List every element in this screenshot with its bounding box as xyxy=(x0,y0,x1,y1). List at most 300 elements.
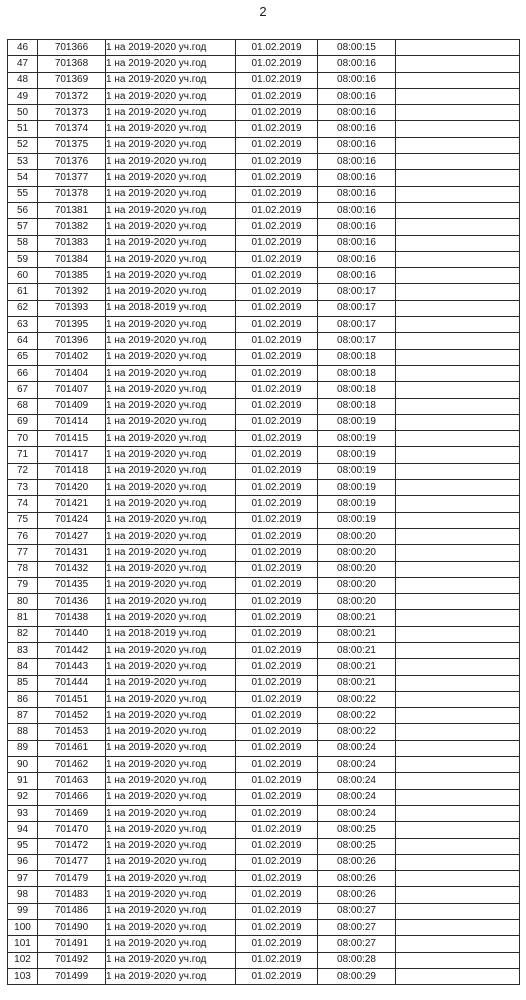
table-row xyxy=(8,838,520,854)
time-cell: 08:00:17 xyxy=(318,284,396,300)
record-id-cell: 701384 xyxy=(38,251,106,267)
table-row xyxy=(8,561,520,577)
date-cell: 01.02.2019 xyxy=(236,40,318,56)
record-id-cell: 701435 xyxy=(38,577,106,593)
date-cell: 01.02.2019 xyxy=(236,626,318,642)
blank-cell xyxy=(396,887,520,903)
row-number-cell: 87 xyxy=(8,708,38,724)
record-id-cell: 701374 xyxy=(38,121,106,137)
record-id-cell: 701373 xyxy=(38,105,106,121)
time-cell: 08:00:17 xyxy=(318,300,396,316)
table-row xyxy=(8,154,520,170)
date-cell: 01.02.2019 xyxy=(236,105,318,121)
table-row xyxy=(8,968,520,984)
date-cell: 01.02.2019 xyxy=(236,496,318,512)
record-id-cell: 701461 xyxy=(38,740,106,756)
term-cell: 1 на 2019-2020 уч.год xyxy=(106,708,236,724)
time-cell: 08:00:20 xyxy=(318,594,396,610)
row-number-cell: 81 xyxy=(8,610,38,626)
term-cell: 1 на 2019-2020 уч.год xyxy=(106,805,236,821)
date-cell: 01.02.2019 xyxy=(236,561,318,577)
term-cell: 1 на 2019-2020 уч.год xyxy=(106,642,236,658)
term-cell: 1 на 2019-2020 уч.год xyxy=(106,186,236,202)
term-cell: 1 на 2019-2020 уч.год xyxy=(106,594,236,610)
table-row xyxy=(8,398,520,414)
row-number-cell: 94 xyxy=(8,822,38,838)
time-cell: 08:00:19 xyxy=(318,496,396,512)
date-cell: 01.02.2019 xyxy=(236,349,318,365)
term-cell: 1 на 2019-2020 уч.год xyxy=(106,789,236,805)
blank-cell xyxy=(396,219,520,235)
blank-cell xyxy=(396,594,520,610)
date-cell: 01.02.2019 xyxy=(236,708,318,724)
table-row xyxy=(8,691,520,707)
blank-cell xyxy=(396,675,520,691)
table-row xyxy=(8,105,520,121)
time-cell: 08:00:26 xyxy=(318,871,396,887)
date-cell: 01.02.2019 xyxy=(236,642,318,658)
date-cell: 01.02.2019 xyxy=(236,268,318,284)
time-cell: 08:00:24 xyxy=(318,805,396,821)
blank-cell xyxy=(396,610,520,626)
term-cell: 1 на 2019-2020 уч.год xyxy=(106,577,236,593)
date-cell: 01.02.2019 xyxy=(236,757,318,773)
time-cell: 08:00:19 xyxy=(318,431,396,447)
time-cell: 08:00:26 xyxy=(318,887,396,903)
table-row xyxy=(8,365,520,381)
date-cell: 01.02.2019 xyxy=(236,56,318,72)
record-id-cell: 701470 xyxy=(38,822,106,838)
term-cell: 1 на 2019-2020 уч.год xyxy=(106,398,236,414)
term-cell: 1 на 2019-2020 уч.год xyxy=(106,56,236,72)
blank-cell xyxy=(396,920,520,936)
date-cell: 01.02.2019 xyxy=(236,577,318,593)
date-cell: 01.02.2019 xyxy=(236,936,318,952)
time-cell: 08:00:27 xyxy=(318,936,396,952)
record-id-cell: 701486 xyxy=(38,903,106,919)
term-cell: 1 на 2019-2020 уч.год xyxy=(106,219,236,235)
row-number-cell: 92 xyxy=(8,789,38,805)
blank-cell xyxy=(396,186,520,202)
blank-cell xyxy=(396,822,520,838)
term-cell: 1 на 2019-2020 уч.год xyxy=(106,496,236,512)
blank-cell xyxy=(396,105,520,121)
row-number-cell: 79 xyxy=(8,577,38,593)
row-number-cell: 60 xyxy=(8,268,38,284)
table-row xyxy=(8,88,520,104)
date-cell: 01.02.2019 xyxy=(236,463,318,479)
blank-cell xyxy=(396,561,520,577)
date-cell: 01.02.2019 xyxy=(236,659,318,675)
row-number-cell: 54 xyxy=(8,170,38,186)
row-number-cell: 96 xyxy=(8,854,38,870)
time-cell: 08:00:20 xyxy=(318,545,396,561)
blank-cell xyxy=(396,838,520,854)
term-cell: 1 на 2019-2020 уч.год xyxy=(106,414,236,430)
term-cell: 1 на 2019-2020 уч.год xyxy=(106,88,236,104)
blank-cell xyxy=(396,333,520,349)
record-id-cell: 701490 xyxy=(38,920,106,936)
table-row xyxy=(8,463,520,479)
blank-cell xyxy=(396,170,520,186)
term-cell: 1 на 2019-2020 уч.год xyxy=(106,137,236,153)
row-number-cell: 95 xyxy=(8,838,38,854)
time-cell: 08:00:22 xyxy=(318,724,396,740)
record-id-cell: 701421 xyxy=(38,496,106,512)
blank-cell xyxy=(396,40,520,56)
blank-cell xyxy=(396,431,520,447)
row-number-cell: 84 xyxy=(8,659,38,675)
date-cell: 01.02.2019 xyxy=(236,137,318,153)
row-number-cell: 85 xyxy=(8,675,38,691)
record-id-cell: 701431 xyxy=(38,545,106,561)
date-cell: 01.02.2019 xyxy=(236,447,318,463)
time-cell: 08:00:18 xyxy=(318,398,396,414)
term-cell: 1 на 2019-2020 уч.год xyxy=(106,480,236,496)
record-id-cell: 701453 xyxy=(38,724,106,740)
date-cell: 01.02.2019 xyxy=(236,512,318,528)
blank-cell xyxy=(396,300,520,316)
term-cell: 1 на 2019-2020 уч.год xyxy=(106,447,236,463)
row-number-cell: 47 xyxy=(8,56,38,72)
table-row xyxy=(8,382,520,398)
blank-cell xyxy=(396,251,520,267)
row-number-cell: 67 xyxy=(8,382,38,398)
term-cell: 1 на 2019-2020 уч.год xyxy=(106,528,236,544)
date-cell: 01.02.2019 xyxy=(236,887,318,903)
row-number-cell: 71 xyxy=(8,447,38,463)
record-id-cell: 701383 xyxy=(38,235,106,251)
row-number-cell: 103 xyxy=(8,968,38,984)
time-cell: 08:00:16 xyxy=(318,202,396,218)
row-number-cell: 68 xyxy=(8,398,38,414)
term-cell: 1 на 2019-2020 уч.год xyxy=(106,952,236,968)
blank-cell xyxy=(396,56,520,72)
term-cell: 1 на 2019-2020 уч.год xyxy=(106,40,236,56)
row-number-cell: 49 xyxy=(8,88,38,104)
table-row xyxy=(8,431,520,447)
table-row xyxy=(8,512,520,528)
row-number-cell: 57 xyxy=(8,219,38,235)
blank-cell xyxy=(396,463,520,479)
table-row xyxy=(8,708,520,724)
date-cell: 01.02.2019 xyxy=(236,871,318,887)
table-row xyxy=(8,300,520,316)
row-number-cell: 74 xyxy=(8,496,38,512)
time-cell: 08:00:24 xyxy=(318,773,396,789)
time-cell: 08:00:27 xyxy=(318,903,396,919)
record-id-cell: 701472 xyxy=(38,838,106,854)
table-row xyxy=(8,610,520,626)
date-cell: 01.02.2019 xyxy=(236,675,318,691)
row-number-cell: 93 xyxy=(8,805,38,821)
term-cell: 1 на 2019-2020 уч.год xyxy=(106,154,236,170)
row-number-cell: 97 xyxy=(8,871,38,887)
table-row xyxy=(8,480,520,496)
record-id-cell: 701377 xyxy=(38,170,106,186)
blank-cell xyxy=(396,545,520,561)
table-row xyxy=(8,887,520,903)
term-cell: 1 на 2019-2020 уч.год xyxy=(106,838,236,854)
date-cell: 01.02.2019 xyxy=(236,838,318,854)
row-number-cell: 51 xyxy=(8,121,38,137)
term-cell: 1 на 2019-2020 уч.год xyxy=(106,773,236,789)
date-cell: 01.02.2019 xyxy=(236,968,318,984)
row-number-cell: 86 xyxy=(8,691,38,707)
row-number-cell: 64 xyxy=(8,333,38,349)
record-id-cell: 701385 xyxy=(38,268,106,284)
table-row xyxy=(8,936,520,952)
term-cell: 1 на 2019-2020 уч.год xyxy=(106,691,236,707)
blank-cell xyxy=(396,740,520,756)
row-number-cell: 46 xyxy=(8,40,38,56)
blank-cell xyxy=(396,854,520,870)
time-cell: 08:00:26 xyxy=(318,854,396,870)
record-id-cell: 701443 xyxy=(38,659,106,675)
table-row xyxy=(8,496,520,512)
table-row xyxy=(8,724,520,740)
time-cell: 08:00:15 xyxy=(318,40,396,56)
blank-cell xyxy=(396,512,520,528)
blank-cell xyxy=(396,382,520,398)
blank-cell xyxy=(396,528,520,544)
record-id-cell: 701396 xyxy=(38,333,106,349)
blank-cell xyxy=(396,691,520,707)
table-row xyxy=(8,72,520,88)
record-id-cell: 701451 xyxy=(38,691,106,707)
term-cell: 1 на 2018-2019 уч.год xyxy=(106,626,236,642)
term-cell: 1 на 2019-2020 уч.год xyxy=(106,105,236,121)
record-id-cell: 701395 xyxy=(38,317,106,333)
time-cell: 08:00:29 xyxy=(318,968,396,984)
row-number-cell: 52 xyxy=(8,137,38,153)
date-cell: 01.02.2019 xyxy=(236,317,318,333)
date-cell: 01.02.2019 xyxy=(236,528,318,544)
date-cell: 01.02.2019 xyxy=(236,121,318,137)
record-id-cell: 701440 xyxy=(38,626,106,642)
time-cell: 08:00:22 xyxy=(318,708,396,724)
term-cell: 1 на 2019-2020 уч.год xyxy=(106,936,236,952)
table-row xyxy=(8,740,520,756)
record-id-cell: 701477 xyxy=(38,854,106,870)
record-id-cell: 701392 xyxy=(38,284,106,300)
record-id-cell: 701444 xyxy=(38,675,106,691)
blank-cell xyxy=(396,577,520,593)
date-cell: 01.02.2019 xyxy=(236,480,318,496)
record-id-cell: 701483 xyxy=(38,887,106,903)
time-cell: 08:00:19 xyxy=(318,463,396,479)
row-number-cell: 55 xyxy=(8,186,38,202)
term-cell: 1 на 2019-2020 уч.год xyxy=(106,72,236,88)
row-number-cell: 62 xyxy=(8,300,38,316)
register-table xyxy=(7,39,520,985)
blank-cell xyxy=(396,480,520,496)
date-cell: 01.02.2019 xyxy=(236,903,318,919)
term-cell: 1 на 2019-2020 уч.год xyxy=(106,463,236,479)
date-cell: 01.02.2019 xyxy=(236,414,318,430)
table-row xyxy=(8,789,520,805)
row-number-cell: 88 xyxy=(8,724,38,740)
time-cell: 08:00:16 xyxy=(318,72,396,88)
date-cell: 01.02.2019 xyxy=(236,920,318,936)
table-row xyxy=(8,626,520,642)
blank-cell xyxy=(396,121,520,137)
row-number-cell: 69 xyxy=(8,414,38,430)
time-cell: 08:00:18 xyxy=(318,382,396,398)
record-id-cell: 701393 xyxy=(38,300,106,316)
row-number-cell: 50 xyxy=(8,105,38,121)
date-cell: 01.02.2019 xyxy=(236,251,318,267)
record-id-cell: 701382 xyxy=(38,219,106,235)
record-id-cell: 701409 xyxy=(38,398,106,414)
blank-cell xyxy=(396,871,520,887)
date-cell: 01.02.2019 xyxy=(236,398,318,414)
table-row xyxy=(8,920,520,936)
term-cell: 1 на 2019-2020 уч.год xyxy=(106,545,236,561)
term-cell: 1 на 2019-2020 уч.год xyxy=(106,512,236,528)
date-cell: 01.02.2019 xyxy=(236,724,318,740)
date-cell: 01.02.2019 xyxy=(236,202,318,218)
time-cell: 08:00:21 xyxy=(318,642,396,658)
term-cell: 1 на 2019-2020 уч.год xyxy=(106,121,236,137)
row-number-cell: 75 xyxy=(8,512,38,528)
date-cell: 01.02.2019 xyxy=(236,854,318,870)
table-row xyxy=(8,854,520,870)
time-cell: 08:00:20 xyxy=(318,577,396,593)
term-cell: 1 на 2019-2020 уч.год xyxy=(106,382,236,398)
row-number-cell: 82 xyxy=(8,626,38,642)
table-row xyxy=(8,219,520,235)
row-number-cell: 101 xyxy=(8,936,38,952)
blank-cell xyxy=(396,284,520,300)
table-row xyxy=(8,659,520,675)
table-row xyxy=(8,871,520,887)
row-number-cell: 48 xyxy=(8,72,38,88)
blank-cell xyxy=(396,903,520,919)
record-id-cell: 701462 xyxy=(38,757,106,773)
table-row xyxy=(8,447,520,463)
record-id-cell: 701366 xyxy=(38,40,106,56)
term-cell: 1 на 2019-2020 уч.год xyxy=(106,202,236,218)
row-number-cell: 59 xyxy=(8,251,38,267)
row-number-cell: 89 xyxy=(8,740,38,756)
record-id-cell: 701492 xyxy=(38,952,106,968)
term-cell: 1 на 2019-2020 уч.год xyxy=(106,349,236,365)
time-cell: 08:00:16 xyxy=(318,251,396,267)
date-cell: 01.02.2019 xyxy=(236,154,318,170)
row-number-cell: 66 xyxy=(8,365,38,381)
blank-cell xyxy=(396,235,520,251)
time-cell: 08:00:17 xyxy=(318,317,396,333)
date-cell: 01.02.2019 xyxy=(236,805,318,821)
time-cell: 08:00:21 xyxy=(318,675,396,691)
row-number-cell: 76 xyxy=(8,528,38,544)
table-row xyxy=(8,235,520,251)
row-number-cell: 91 xyxy=(8,773,38,789)
term-cell: 1 на 2019-2020 уч.год xyxy=(106,724,236,740)
term-cell: 1 на 2019-2020 уч.год xyxy=(106,854,236,870)
blank-cell xyxy=(396,154,520,170)
time-cell: 08:00:16 xyxy=(318,88,396,104)
table-row xyxy=(8,251,520,267)
time-cell: 08:00:24 xyxy=(318,757,396,773)
record-id-cell: 701499 xyxy=(38,968,106,984)
term-cell: 1 на 2019-2020 уч.год xyxy=(106,887,236,903)
date-cell: 01.02.2019 xyxy=(236,382,318,398)
record-id-cell: 701375 xyxy=(38,137,106,153)
time-cell: 08:00:24 xyxy=(318,789,396,805)
table-row xyxy=(8,284,520,300)
table-row xyxy=(8,903,520,919)
table-row xyxy=(8,577,520,593)
record-id-cell: 701402 xyxy=(38,349,106,365)
row-number-cell: 102 xyxy=(8,952,38,968)
blank-cell xyxy=(396,88,520,104)
record-id-cell: 701414 xyxy=(38,414,106,430)
record-id-cell: 701469 xyxy=(38,805,106,821)
date-cell: 01.02.2019 xyxy=(236,610,318,626)
record-id-cell: 701368 xyxy=(38,56,106,72)
blank-cell xyxy=(396,268,520,284)
time-cell: 08:00:16 xyxy=(318,186,396,202)
time-cell: 08:00:28 xyxy=(318,952,396,968)
time-cell: 08:00:16 xyxy=(318,170,396,186)
row-number-cell: 99 xyxy=(8,903,38,919)
table-row xyxy=(8,675,520,691)
blank-cell xyxy=(396,789,520,805)
date-cell: 01.02.2019 xyxy=(236,88,318,104)
term-cell: 1 на 2018-2019 уч.год xyxy=(106,300,236,316)
date-cell: 01.02.2019 xyxy=(236,822,318,838)
date-cell: 01.02.2019 xyxy=(236,773,318,789)
table-row xyxy=(8,642,520,658)
time-cell: 08:00:16 xyxy=(318,105,396,121)
time-cell: 08:00:16 xyxy=(318,268,396,284)
time-cell: 08:00:22 xyxy=(318,691,396,707)
blank-cell xyxy=(396,936,520,952)
blank-cell xyxy=(396,398,520,414)
date-cell: 01.02.2019 xyxy=(236,170,318,186)
time-cell: 08:00:16 xyxy=(318,56,396,72)
blank-cell xyxy=(396,349,520,365)
term-cell: 1 на 2019-2020 уч.год xyxy=(106,740,236,756)
term-cell: 1 на 2019-2020 уч.год xyxy=(106,333,236,349)
date-cell: 01.02.2019 xyxy=(236,789,318,805)
page-number: 2 xyxy=(259,4,267,19)
record-id-cell: 701369 xyxy=(38,72,106,88)
record-id-cell: 701404 xyxy=(38,365,106,381)
blank-cell xyxy=(396,805,520,821)
blank-cell xyxy=(396,365,520,381)
table-row xyxy=(8,822,520,838)
table-row xyxy=(8,268,520,284)
row-number-cell: 73 xyxy=(8,480,38,496)
table-row xyxy=(8,40,520,56)
table-row xyxy=(8,186,520,202)
record-id-cell: 701372 xyxy=(38,88,106,104)
record-id-cell: 701420 xyxy=(38,480,106,496)
time-cell: 08:00:17 xyxy=(318,333,396,349)
record-id-cell: 701418 xyxy=(38,463,106,479)
term-cell: 1 на 2019-2020 уч.год xyxy=(106,251,236,267)
date-cell: 01.02.2019 xyxy=(236,952,318,968)
table-row xyxy=(8,528,520,544)
term-cell: 1 на 2019-2020 уч.год xyxy=(106,431,236,447)
date-cell: 01.02.2019 xyxy=(236,691,318,707)
time-cell: 08:00:21 xyxy=(318,626,396,642)
table-row xyxy=(8,757,520,773)
term-cell: 1 на 2019-2020 уч.год xyxy=(106,561,236,577)
